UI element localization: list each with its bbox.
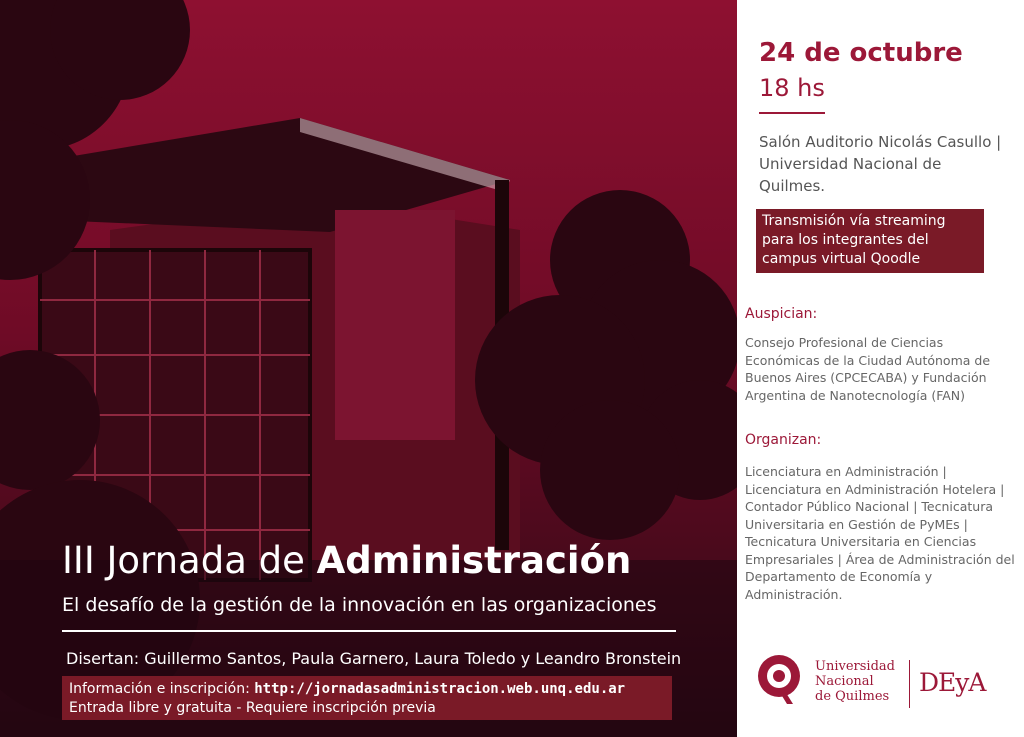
event-venue: Salón Auditorio Nicolás Casullo | Universidad Nacional de Quilmes. [759, 133, 1002, 195]
event-title-main: Administración [316, 539, 632, 582]
sponsors-heading: Auspician: [745, 306, 818, 322]
speakers-line: Disertan: Guillermo Santos, Paula Garnero, Laura Toledo y Leandro Bronstein [66, 649, 682, 668]
event-subtitle: El desafío de la gestión de la innovación en las organizaciones [62, 594, 657, 616]
registration-line [69, 680, 664, 699]
unq-logo-text [815, 659, 895, 704]
event-date: 24 de octubre [759, 38, 963, 68]
event-time: 18 hs [759, 74, 825, 102]
info-sidebar [737, 0, 1024, 737]
streaming-notice: Transmisión vía streaming para los integrantes del campus virtual Qoodle [756, 209, 984, 273]
sponsors-text: Consejo Profesional de Ciencias Económicas de la Ciudad Autónoma de Buenos Aires (CPCECABA) y Fundación Argentina de Nanotecnología (FAN) [745, 335, 991, 403]
entry-note: Entrada libre y gratuita - Requiere inscripción previa [69, 700, 436, 716]
registration-label: Información e inscripción: [69, 681, 255, 697]
registration-box [62, 676, 672, 720]
organizers-text: Licenciatura en Administración | Licenciatura en Administración Hotelera | Contador Público Nacional | Tecnicatura Universitaria en Gestión de PyMEs | Tecnicatura Universitaria en Ciencias Empresariales | Área de Administración del Departamento de Economía y Administración. [745, 464, 1015, 602]
time-divider [759, 112, 825, 114]
event-title [62, 536, 631, 586]
unq-logo-icon [757, 654, 801, 706]
title-divider [62, 630, 676, 632]
logo-divider [909, 660, 910, 708]
unq-line-1: Universidad [815, 659, 895, 674]
unq-line-2: Nacional [815, 674, 874, 689]
registration-link[interactable]: http://jornadasadministracion.web.unq.edu.ar [254, 681, 626, 697]
event-title-prefix: III Jornada de [62, 539, 317, 582]
unq-line-3: de Quilmes [815, 689, 890, 704]
organizers-heading: Organizan: [745, 432, 822, 448]
deya-logo: DEyA [919, 668, 986, 697]
